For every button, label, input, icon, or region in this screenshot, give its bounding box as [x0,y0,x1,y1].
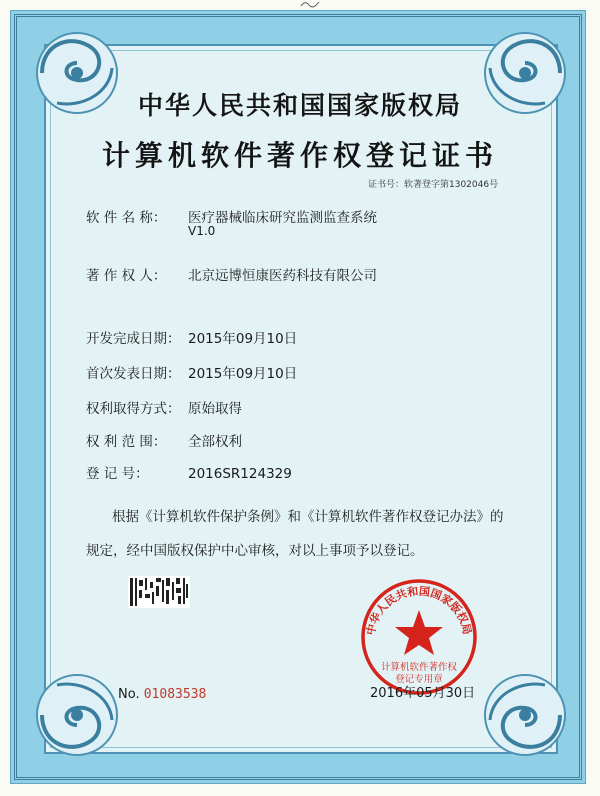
seal-text-1: 计算机软件著作权 [380,662,458,673]
serial-value: 01083538 [143,687,207,702]
field-rights-scope [86,430,242,450]
field-value: 2015年09月10日 [188,366,298,382]
field-label: 开发完成日期： [86,331,181,347]
seal-ring-text: 中华人民共和国国家版权局 [364,584,474,637]
qr-code [128,576,190,608]
field-label: 首次发表日期： [86,366,181,382]
field-label: 登 记 号： [86,466,149,482]
field-owner [86,264,377,284]
field-label: 权利取得方式： [86,401,181,417]
field-value: 北京远博恒康医药科技有限公司 [188,268,377,284]
field-label: 著 作 权 人： [86,268,167,284]
field-value: 2015年09月10日 [188,331,298,347]
certificate-number: 证书号：软著登字第1302046号 [368,180,499,190]
field-publish-date [86,362,297,382]
certificate-title: 计算机软件著作权登记证书 [101,139,498,172]
field-registration-number [86,462,292,482]
field-acquisition-method [86,397,242,417]
statement-line-1: 根据《计算机软件保护条例》和《计算机软件著作权登记办法》的 [112,509,504,525]
corner-ornament [470,660,580,770]
field-software-name [86,206,377,226]
field-value: 医疗器械临床研究监测监查系统 [188,210,377,226]
field-completion-date [86,327,297,347]
issuer-title: 中华人民共和国国家版权局 [137,91,462,120]
software-version: V1.0 [188,224,216,238]
issue-date: 2016年05月30日 [370,686,476,701]
seal-text-2: 登记专用章 [395,674,443,685]
serial-number [118,687,206,702]
field-label: 软 件 名 称： [86,210,167,226]
corner-ornament [22,660,132,770]
pen-scribble [300,0,320,8]
field-label: 权 利 范 围： [86,434,167,450]
field-value: 原始取得 [188,401,242,417]
serial-prefix: No. [118,687,140,702]
field-value: 全部权利 [188,434,242,450]
field-value: 2016SR124329 [188,466,292,482]
statement-line-2: 规定，经中国版权保护中心审核，对以上事项予以登记。 [86,543,424,559]
